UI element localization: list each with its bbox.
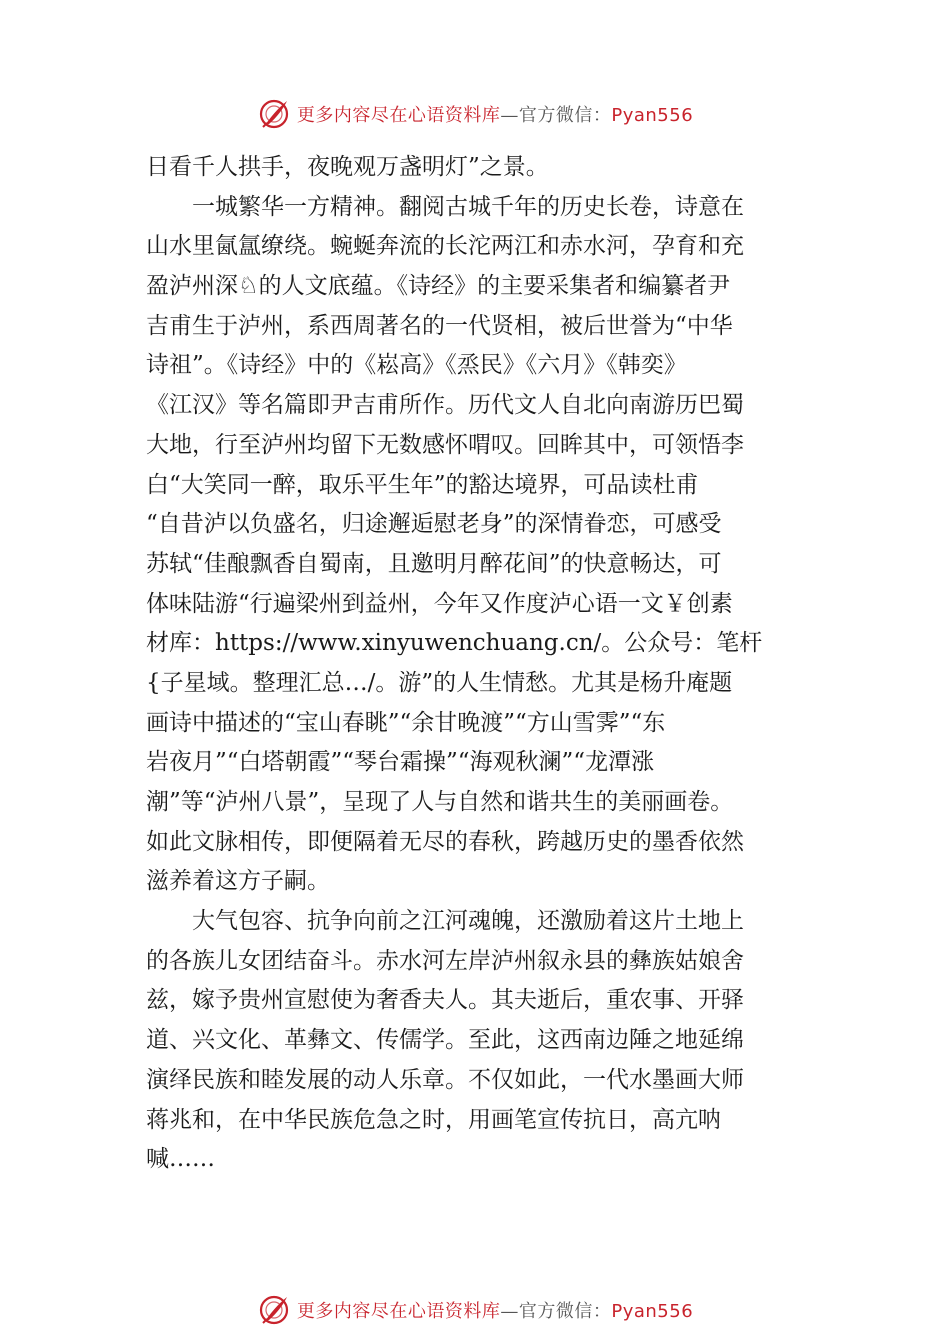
text-line: “自昔泸以负盛名，归途邂逅慰老身”的深情眷恋，可感受 <box>146 511 722 538</box>
text-line: 体味陆游“行遍梁州到益州，今年又作度泸心语一文￥创素 <box>146 590 733 617</box>
watermark-text-gray: —官方微信： <box>500 105 612 126</box>
paragraph-start-line: 一城繁华一方精神。翻阅古城千年的历史长卷，诗意在 <box>192 193 744 220</box>
text-line: 如此文脉相传，即便隔着无尽的春秋，跨越历史的墨香依然 <box>146 828 744 855</box>
text-line: 演绎民族和睦发展的动人乐章。不仅如此，一代水墨画大师 <box>146 1066 744 1093</box>
text-line: 滋养着这方子嗣。 <box>146 868 330 895</box>
watermark-wechat-id: Pyan556 <box>611 105 694 126</box>
article-body <box>146 148 816 1180</box>
text-line: 蒋兆和，在中华民族危急之时，用画笔宣传抗日，高亢呐 <box>146 1106 721 1133</box>
watermark-text <box>297 101 693 127</box>
text-line: 材库：https://www.xinyuwenchuang.cn/。公众号：笔杆 <box>146 630 763 657</box>
text-line: 岩夜月”“白塔朝霞”“琴台霜操”“海观秋澜”“龙潭涨 <box>146 749 655 776</box>
text-line: 山水里氤氲缭绕。蜿蜒奔流的长沱两江和赤水河，孕育和充 <box>146 233 744 260</box>
watermark-text-red: 更多内容尽在心语资料库 <box>296 1301 501 1322</box>
watermark-text-gray: —官方微信： <box>500 1301 612 1322</box>
header-watermark <box>0 94 950 134</box>
text-line: 白“大笑同一醉，取乐平生年”的豁达境界，可品读杜甫 <box>146 471 699 498</box>
watermark-wechat-id: Pyan556 <box>611 1301 694 1322</box>
text-line: 大地，行至泸州均留下无数感怀喟叹。回眸其中，可领悟李 <box>146 431 744 458</box>
text-line: 道、兴文化、革彝文、传儒学。至此，这西南边陲之地延绵 <box>146 1027 744 1054</box>
text-line: 日看千人拱手，夜晚观万盏明灯”之景。 <box>146 154 549 180</box>
text-line: 潮”等“泸州八景”，呈现了人与自然和谐共生的美丽画卷。 <box>146 789 734 815</box>
text-line: 《江汉》等名篇即尹吉甫所作。历代文人自北向南游历巴蜀 <box>146 392 744 419</box>
text-line: 盈泸州深♘的人文底蕴。《诗经》的主要采集者和编纂者尹 <box>146 273 731 300</box>
footer-watermark <box>0 1290 950 1330</box>
text-line: 喊…… <box>146 1146 215 1173</box>
text-line: 苏轼“佳酿飘香自蜀南，且邀明月醉花间”的快意畅达，可 <box>146 550 722 577</box>
text-line: 诗祖”。《诗经》中的《崧高》《烝民》《六月》《韩奕》 <box>146 352 687 379</box>
text-line: {子星域。整理汇总…/。游”的人生情愁。尤其是杨升庵题 <box>146 669 733 696</box>
paragraph-start-line: 大气包容、抗争向前之江河魂魄，还激励着这片土地上 <box>192 908 744 935</box>
text-line: 的各族儿女团结奋斗。赤水河左岸泸州叙永县的彝族姑娘舍 <box>146 947 744 974</box>
text-line: 吉甫生于泸州，系西周著名的一代贤相，被后世誉为“中华 <box>146 312 733 339</box>
text-line: 兹，嫁予贵州宣慰使为奢香夫人。其夫逝后，重农事、开驿 <box>146 987 744 1014</box>
watermark-text <box>297 1297 693 1323</box>
watermark-text-red: 更多内容尽在心语资料库 <box>296 105 501 126</box>
quill-seal-icon <box>257 97 291 131</box>
quill-seal-icon <box>257 1293 291 1327</box>
text-line: 画诗中描述的“宝山春眺”“余甘晚渡”“方山雪霁”“东 <box>146 709 666 736</box>
